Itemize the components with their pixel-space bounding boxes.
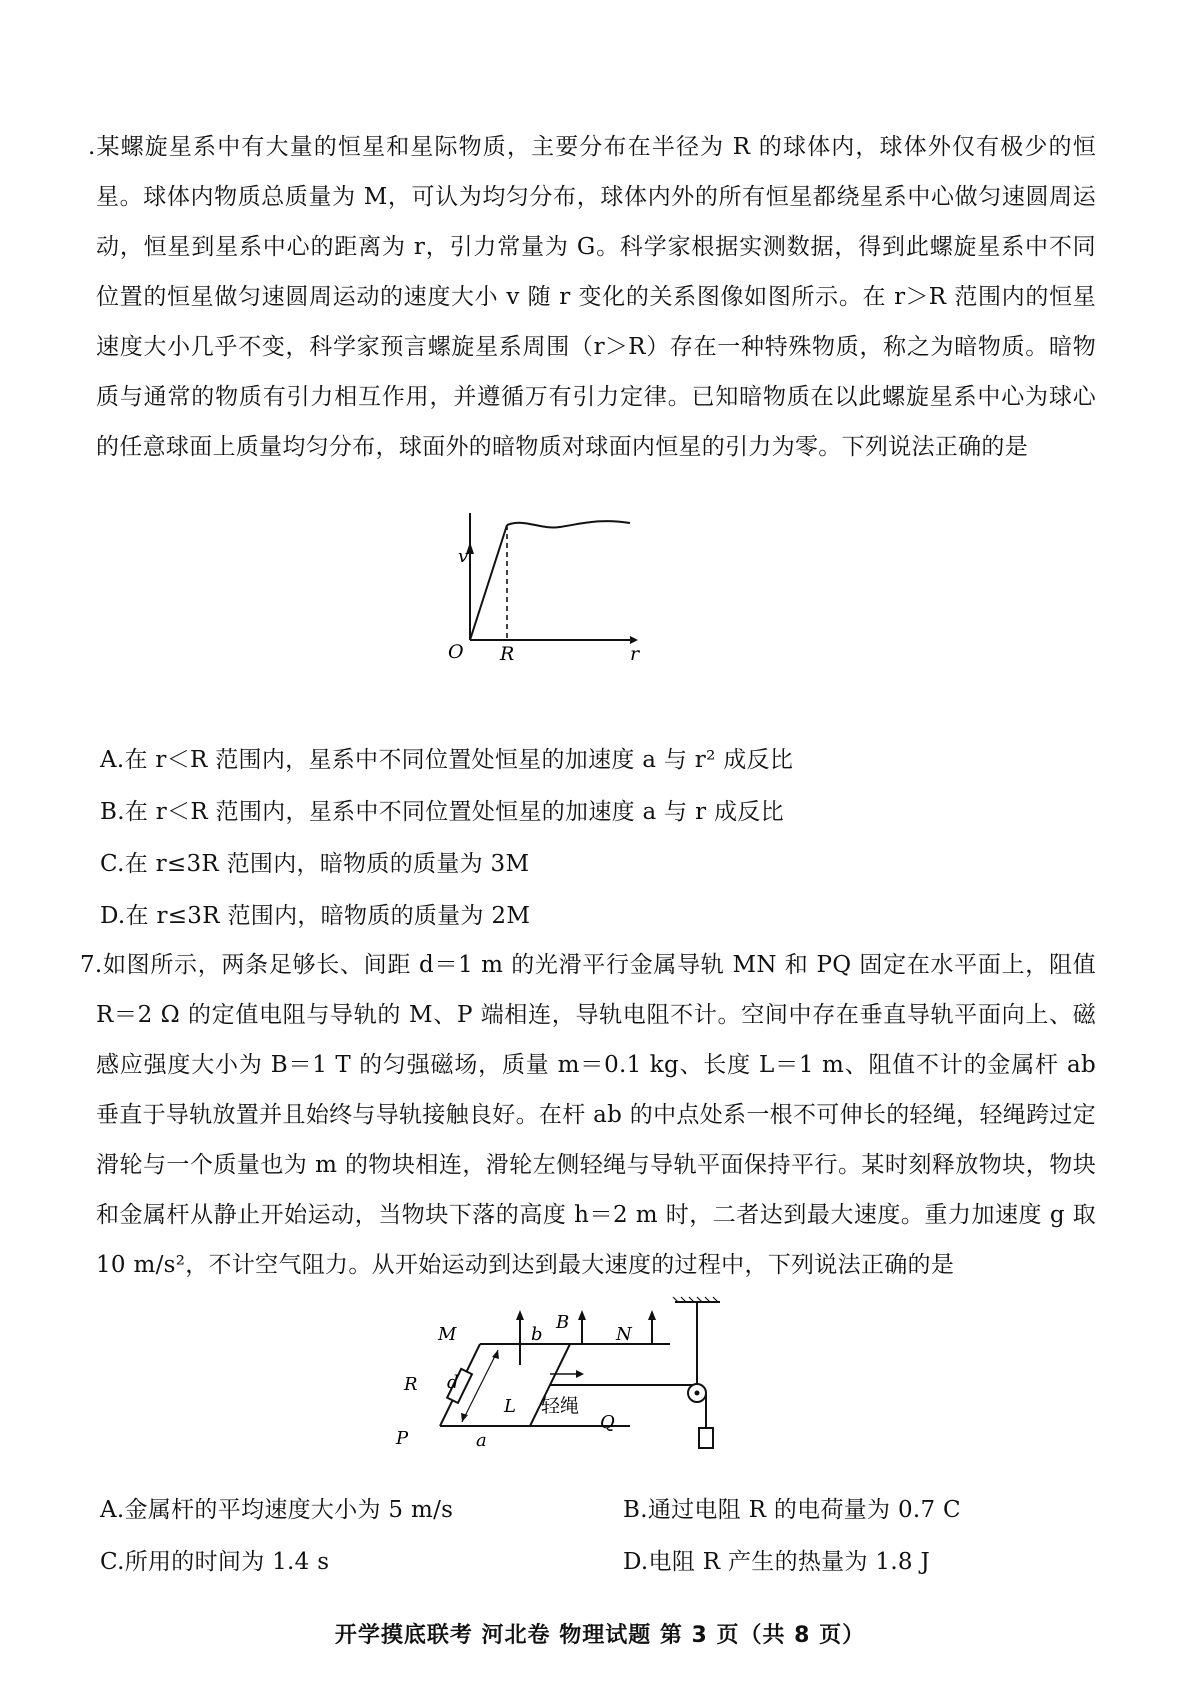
- q6-option-b: B.在 r＜R 范围内，星系中不同位置处恒星的加速度 a 与 r 成反比: [100, 799, 784, 825]
- v-axis-top: [460, 540, 490, 580]
- motion-arrowhead: [576, 1370, 584, 1378]
- label-B: B: [556, 1312, 570, 1333]
- q6-option-d: D.在 r≤3R 范围内，暗物质的质量为 2M: [100, 903, 531, 929]
- B-field-arrowhead-1: [516, 1310, 524, 1320]
- origin-label: O: [448, 641, 464, 663]
- hanging-block: [699, 1428, 713, 1448]
- label-rope: 轻绳: [541, 1395, 580, 1417]
- B-field-arrowhead-2: [578, 1310, 586, 1320]
- q7-option-b: B.通过电阻 R 的电荷量为 0.7 C: [623, 1497, 961, 1523]
- label-L: L: [504, 1396, 516, 1417]
- q7-option-a: A.金属杆的平均速度大小为 5 m/s: [100, 1497, 454, 1523]
- label-Q: Q: [600, 1412, 615, 1433]
- R-axis-label: R: [500, 643, 515, 665]
- pulley-axle: [695, 1391, 700, 1396]
- velocity-radius-graph: [448, 540, 690, 670]
- d-arrow-bottom: [461, 1413, 468, 1422]
- question-6-stem: .某螺旋星系中有大量的恒星和星际物质，主要分布在半径为 R 的球体内，球体外仅有极少的恒星。球体内物质总质量为 M，可认为均匀分布，球体内外的所有恒星都绕星系中心做匀速圆周运动，恒星到星系中心的距离为 r，引力常量为 G。科学家根据实测数据，得到此螺旋星系中不同位置的恒星做匀速圆周运动的速度大小 v 随 r 变化的关系图像如图所示。在 r＞R 范围内的恒星速度大小几乎不变，科学家预言螺旋星系周围（r＞R）存在一种特殊物质，称之为暗物质。暗物质与通常的物质有引力相互作用，并遵循万有引力定律。已知暗物质在以此螺旋星系中心为球心的任意球面上质量均匀分布，球面外的暗物质对球面内恒星的引力为零。下列说法正确的是: [88, 134, 1096, 460]
- q6-option-c: C.在 r≤3R 范围内，暗物质的质量为 3M: [100, 851, 530, 877]
- B-field-arrowhead-3: [648, 1310, 656, 1320]
- v-axis-label: v: [458, 546, 469, 567]
- question-7-stem: 7.如图所示，两条足够长、间距 d＝1 m 的光滑平行金属导轨 MN 和 PQ 固定在水平面上，阻值 R＝2 Ω 的定值电阻与导轨的 M、P 端相连，导轨电阻不计。空间中存在垂直导轨平面向上、磁感应强度大小为 B＝1 T 的匀强磁场，质量 m＝0.1 kg、长度 L＝1 m、阻值不计的金属杆 ab 垂直于导轨放置并且始终与导轨接触良好。在杆 ab 的中点处系一根不可伸长的轻绳，轻绳跨过定滑轮与一个质量也为 m 的物块相连，滑轮左侧轻绳与导轨平面保持平行。某时刻释放物块，物块和金属杆从静止开始运动，当物块下落的高度 h＝2 m 时，二者达到最大速度。重力加速度 g 取 10 m/s²，不计空气阻力。从开始运动到达到最大速度的过程中，下列说法正确的是: [80, 952, 1096, 1278]
- rail-circuit-diagram: [396, 1310, 760, 1460]
- label-d: d: [447, 1372, 459, 1393]
- label-N: N: [616, 1324, 632, 1345]
- label-b: b: [531, 1324, 543, 1345]
- r-axis-label: r: [630, 643, 640, 665]
- label-M: M: [438, 1324, 457, 1345]
- q7-option-d: D.电阻 R 产生的热量为 1.8 J: [623, 1549, 930, 1575]
- outer-velocity-curve: [507, 521, 630, 527]
- q7-option-c: C.所用的时间为 1.4 s: [100, 1549, 330, 1575]
- label-a: a: [476, 1430, 487, 1451]
- page-footer: 开学摸底联考 河北卷 物理试题 第 3 页（共 8 页）: [334, 1623, 866, 1648]
- label-P: P: [396, 1428, 409, 1449]
- q6-option-a: A.在 r＜R 范围内，星系中不同位置处恒星的加速度 a 与 r² 成反比: [100, 747, 794, 773]
- label-R: R: [404, 1374, 418, 1395]
- d-dimension-line: [462, 1350, 498, 1422]
- d-arrow-top: [492, 1350, 499, 1359]
